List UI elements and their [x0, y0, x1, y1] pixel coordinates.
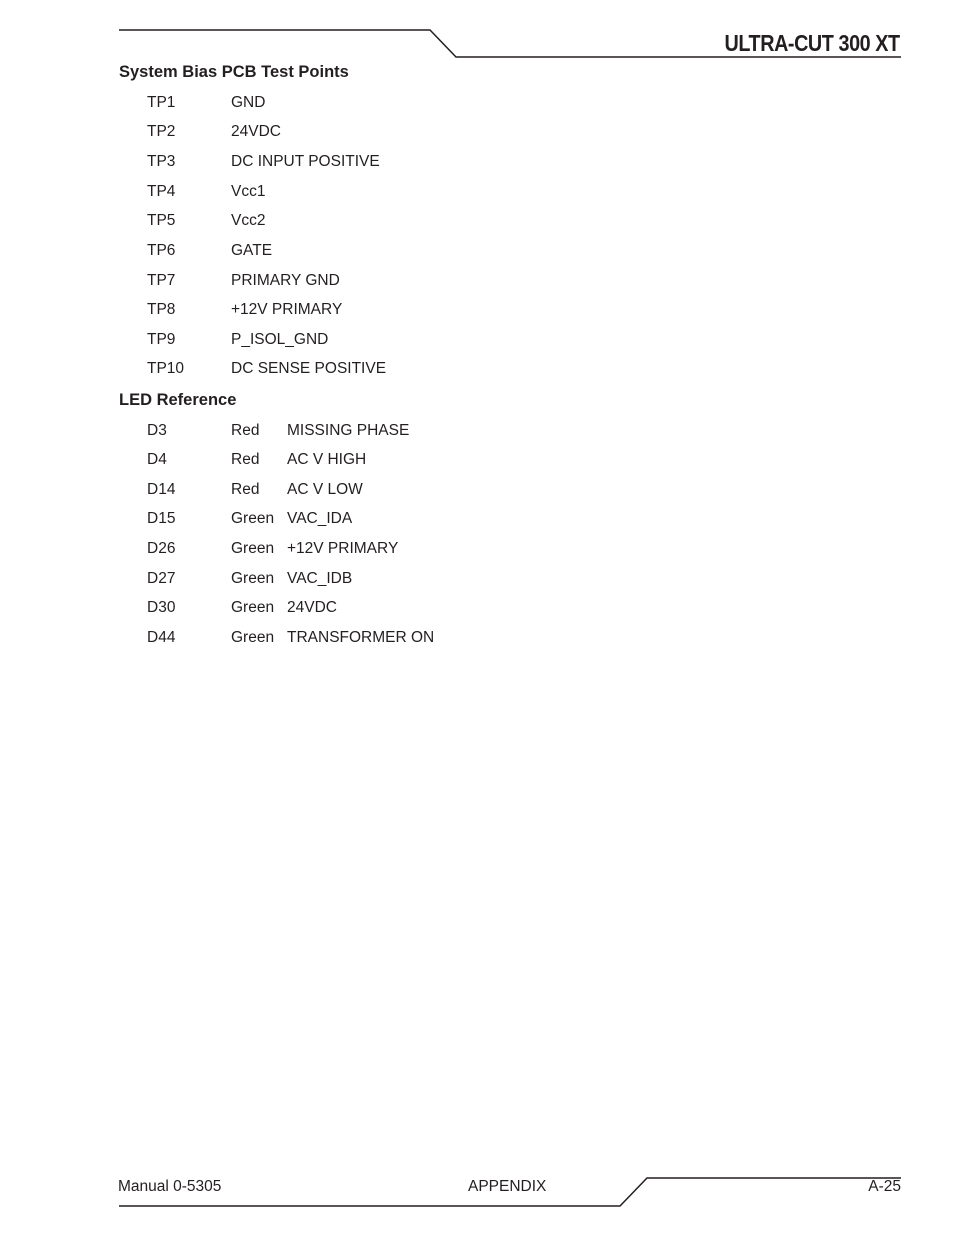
section-name: APPENDIX — [468, 1178, 547, 1195]
led-function: 24VDC — [287, 599, 337, 616]
led-function: AC V HIGH — [287, 451, 367, 468]
led-id: D14 — [147, 481, 176, 498]
led-reference-heading: LED Reference — [119, 391, 237, 409]
led-function: MISSING PHASE — [287, 422, 410, 439]
test-point-id: TP10 — [147, 360, 185, 377]
test-point-id: TP2 — [147, 123, 176, 140]
led-color: Green — [231, 540, 275, 557]
led-function: VAC_IDA — [287, 510, 353, 527]
test-point-id: TP6 — [147, 242, 176, 259]
test-point-signal: PRIMARY GND — [231, 272, 340, 289]
led-function: TRANSFORMER ON — [287, 629, 435, 646]
test-point-signal: 24VDC — [231, 123, 281, 140]
led-function: VAC_IDB — [287, 570, 353, 587]
page-number: A-25 — [868, 1178, 901, 1195]
led-color: Green — [231, 629, 275, 646]
test-point-signal: Vcc2 — [231, 212, 266, 229]
document-title: ULTRA-CUT 300 XT — [724, 30, 900, 56]
test-point-id: TP7 — [147, 272, 176, 289]
led-function: +12V PRIMARY — [287, 540, 399, 557]
led-color: Red — [231, 481, 260, 498]
led-id: D44 — [147, 629, 176, 646]
led-color: Green — [231, 599, 275, 616]
manual-number: Manual 0-5305 — [118, 1178, 222, 1195]
test-point-signal: P_ISOL_GND — [231, 331, 329, 348]
led-color: Green — [231, 510, 275, 527]
led-id: D27 — [147, 570, 176, 587]
test-point-id: TP5 — [147, 212, 176, 229]
test-point-id: TP3 — [147, 153, 176, 170]
led-id: D3 — [147, 422, 167, 439]
led-id: D4 — [147, 451, 167, 468]
test-point-signal: GATE — [231, 242, 273, 259]
led-id: D15 — [147, 510, 176, 527]
led-color: Red — [231, 451, 260, 468]
led-color: Green — [231, 570, 275, 587]
test-points-heading: System Bias PCB Test Points — [119, 63, 349, 81]
led-color: Red — [231, 422, 260, 439]
test-point-signal: Vcc1 — [231, 183, 266, 200]
test-point-id: TP9 — [147, 331, 176, 348]
test-point-signal: DC SENSE POSITIVE — [231, 360, 387, 377]
led-function: AC V LOW — [287, 481, 363, 498]
test-point-signal: +12V PRIMARY — [231, 301, 343, 318]
led-id: D30 — [147, 599, 176, 616]
test-point-id: TP1 — [147, 94, 176, 111]
led-id: D26 — [147, 540, 176, 557]
test-point-signal: GND — [231, 94, 266, 111]
test-point-id: TP8 — [147, 301, 176, 318]
test-point-id: TP4 — [147, 183, 176, 200]
test-point-signal: DC INPUT POSITIVE — [231, 153, 380, 170]
